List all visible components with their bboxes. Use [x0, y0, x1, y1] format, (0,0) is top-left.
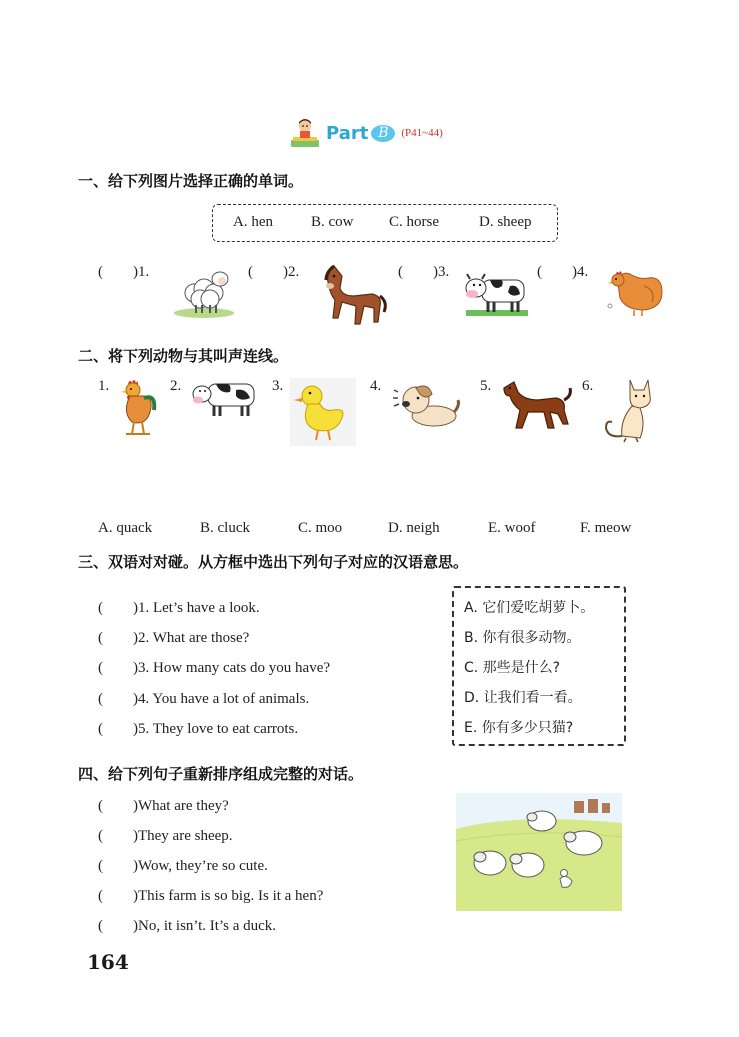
choice-b: B. 你有很多动物。	[464, 630, 581, 646]
answer-blank-3[interactable]: ( )3.	[398, 264, 450, 280]
choice-e: E. 你有多少只猫?	[464, 720, 574, 736]
sentence-2[interactable]: ( )2. What are those?	[98, 630, 250, 646]
sentence-5[interactable]: ( )5. They love to eat carrots.	[98, 721, 299, 737]
sound-f: F. meow	[580, 520, 632, 536]
hen-icon	[604, 262, 666, 318]
sound-b: B. cluck	[200, 520, 250, 536]
animal-number-5: 5.	[480, 378, 492, 394]
option-c: C. horse	[389, 214, 439, 230]
answer-blank-2[interactable]: ( )2.	[248, 264, 300, 280]
answer-blank-1[interactable]: ( )1.	[98, 264, 150, 280]
horse-icon-2	[498, 378, 574, 436]
sentence-4[interactable]: ( )4. You have a lot of animals.	[98, 691, 310, 707]
option-d: D. sheep	[479, 214, 532, 230]
animal-number-2: 2.	[170, 378, 182, 394]
animal-number-3: 3.	[272, 378, 284, 394]
animal-number-4: 4.	[370, 378, 382, 394]
sound-c: C. moo	[298, 520, 343, 536]
choice-c: C. 那些是什么?	[464, 660, 561, 676]
dialogue-line-4[interactable]: ( )This farm is so big. Is it a hen?	[98, 888, 324, 904]
animal-number-6: 6.	[582, 378, 594, 394]
option-a: A. hen	[233, 214, 273, 230]
boy-reading-icon	[288, 116, 322, 150]
page-number: 164	[87, 950, 129, 974]
horse-icon	[320, 262, 390, 330]
dialogue-line-5[interactable]: ( )No, it isn’t. It’s a duck.	[98, 918, 277, 934]
section2-heading: 二、将下列动物与其叫声连线。	[78, 347, 289, 365]
option-b: B. cow	[311, 214, 354, 230]
sentence-1[interactable]: ( )1. Let’s have a look.	[98, 600, 260, 616]
duck-icon	[290, 378, 356, 446]
sentence-3[interactable]: ( )3. How many cats do you have?	[98, 660, 331, 676]
sound-e: E. woof	[488, 520, 536, 536]
rooster-icon	[114, 376, 158, 442]
farm-scene-icon	[456, 793, 622, 911]
dialogue-line-2[interactable]: ( )They are sheep.	[98, 828, 233, 844]
sheep-icon	[172, 265, 236, 319]
part-letter-badge: B	[371, 125, 395, 142]
cat-icon	[600, 376, 656, 446]
dog-icon	[392, 378, 462, 432]
section4-heading: 四、给下列句子重新排序组成完整的对话。	[78, 765, 364, 783]
animal-number-1: 1.	[98, 378, 110, 394]
dialogue-line-1[interactable]: ( )What are they?	[98, 798, 229, 814]
choice-d: D. 让我们看一看。	[464, 690, 582, 706]
sound-d: D. neigh	[388, 520, 440, 536]
cow-icon	[462, 266, 532, 318]
dialogue-line-3[interactable]: ( )Wow, they’re so cute.	[98, 858, 268, 874]
section1-heading: 一、给下列图片选择正确的单词。	[78, 172, 304, 190]
sound-a: A. quack	[98, 520, 153, 536]
word-options-box	[212, 204, 558, 242]
section3-heading: 三、双语对对碰。从方框中选出下列句子对应的汉语意思。	[78, 553, 469, 571]
choice-a: A. 它们爱吃胡萝卜。	[464, 600, 595, 616]
part-header	[288, 116, 443, 150]
part-title: Part	[326, 122, 369, 144]
answer-blank-4[interactable]: ( )4.	[537, 264, 589, 280]
cow-icon-2	[190, 378, 260, 418]
page-range: (P41~44)	[401, 127, 443, 139]
chinese-choices-box	[452, 586, 626, 746]
